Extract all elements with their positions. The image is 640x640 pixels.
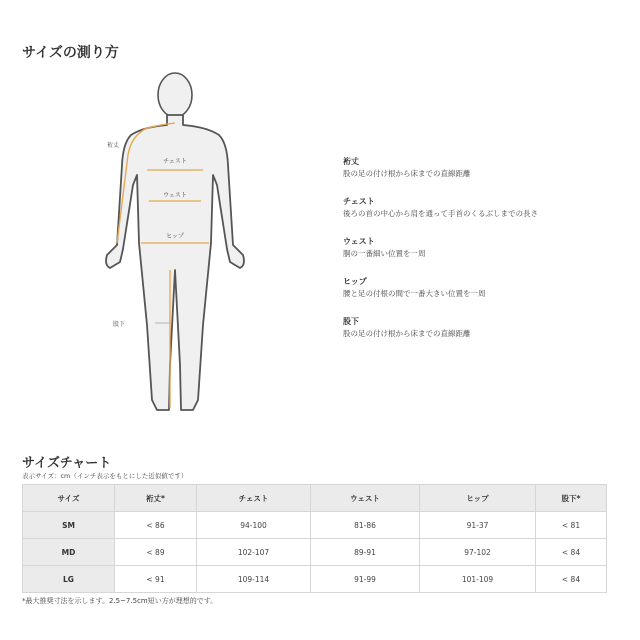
size-chart-table [22, 484, 607, 593]
definition-desc: 腰と足の付根の間で一番大きい位置を一周 [343, 289, 486, 298]
column-header: 裄丈* [115, 485, 197, 512]
hip-label: ヒップ [166, 233, 184, 240]
size-cell: MD [23, 539, 115, 566]
column-header: ヒップ [420, 485, 536, 512]
definition-name: ヒップ [343, 277, 367, 286]
definition-name: 股下 [343, 317, 359, 326]
definition-item [343, 235, 623, 260]
size-chart-title: サイズチャート [22, 456, 112, 471]
definition-item [343, 195, 623, 220]
table-cell: 101-109 [420, 566, 536, 593]
definition-name: 裄丈 [343, 157, 359, 166]
table-cell: < 91 [115, 566, 197, 593]
size-chart-note: 表示サイズ：cm（インチ表示をもとにした近似値です） [22, 472, 188, 480]
column-header: 股下* [536, 485, 607, 512]
definition-desc: 股の足の付け根から床までの直線距離 [343, 329, 471, 338]
table-header-row [23, 485, 607, 512]
chest-label: チェスト [163, 158, 187, 165]
table-row [23, 539, 607, 566]
table-cell: 109-114 [197, 566, 311, 593]
table-row [23, 566, 607, 593]
table-cell: < 84 [536, 566, 607, 593]
definition-name: ウェスト [343, 237, 375, 246]
definition-desc: 股の足の付け根から床までの直線距離 [343, 169, 471, 178]
definition-desc: 胴の一番細い位置を一周 [343, 249, 426, 258]
table-cell: 91-37 [420, 512, 536, 539]
table-cell: 102-107 [197, 539, 311, 566]
size-chart-footnote: *最大推奨寸法を示します。2.5~7.5cm短い方が理想的です。 [22, 597, 218, 605]
table-cell: 89-91 [311, 539, 420, 566]
table-row [23, 512, 607, 539]
table-cell: < 84 [536, 539, 607, 566]
definition-name: チェスト [343, 197, 375, 206]
definition-item [343, 315, 623, 340]
table-cell: < 86 [115, 512, 197, 539]
sleeve-label: 裄丈 [107, 142, 120, 149]
definition-desc: 後ろの首の中心から肩を通って手首のくるぶしまでの長さ [343, 209, 538, 218]
measurement-definitions [343, 155, 623, 355]
waist-label: ウェスト [163, 192, 187, 199]
table-cell: < 81 [536, 512, 607, 539]
inseam-label: 股下 [113, 321, 126, 328]
column-header: チェスト [197, 485, 311, 512]
table-cell: 94-100 [197, 512, 311, 539]
column-header: サイズ [23, 485, 115, 512]
column-header: ウェスト [311, 485, 420, 512]
definition-item [343, 275, 623, 300]
table-cell: 91-99 [311, 566, 420, 593]
body-silhouette-icon [95, 65, 255, 435]
page-title: サイズの測り方 [22, 45, 119, 61]
definition-item [343, 155, 623, 180]
size-cell: LG [23, 566, 115, 593]
body-measurement-figure [95, 65, 255, 435]
size-cell: SM [23, 512, 115, 539]
table-cell: 97-102 [420, 539, 536, 566]
table-cell: < 89 [115, 539, 197, 566]
table-cell: 81-86 [311, 512, 420, 539]
